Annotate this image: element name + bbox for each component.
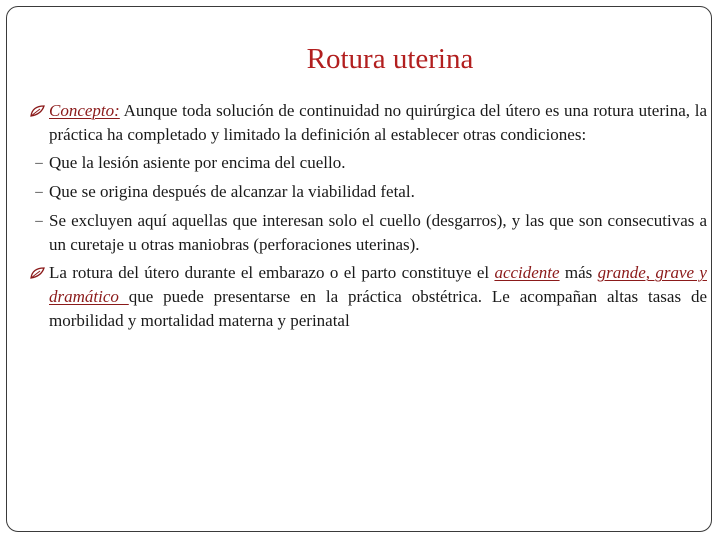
dash-icon: – xyxy=(35,155,43,171)
rotura-text-b: más xyxy=(559,263,598,282)
dash-item-text: Que se origina después de alcanzar la viabilidad fetal. xyxy=(49,182,415,201)
dash-item-text: Se excluyen aquí aquellas que interesan solo el cuello (desgarros), y las que son consecutivas a un curetaje u otras maniobras (perforaciones uterinas). xyxy=(49,211,707,254)
dash-item-excluyen xyxy=(27,209,707,257)
bullet-item-concepto xyxy=(27,99,707,147)
dash-item-text: Que la lesión asiente por encima del cuello. xyxy=(49,153,346,172)
dash-item-viabilidad xyxy=(27,180,707,204)
leaf-bullet-icon xyxy=(29,261,45,285)
dash-item-lesion xyxy=(27,151,707,175)
leaf-bullet-icon xyxy=(29,99,45,123)
concepto-label: Concepto: xyxy=(49,101,120,120)
dash-icon: – xyxy=(35,213,43,229)
dash-icon: – xyxy=(35,184,43,200)
slide-content xyxy=(27,99,707,333)
grave-emphasis: grande, grave y dramático xyxy=(49,263,707,306)
concepto-text: Aunque toda solución de continuidad no quirúrgica del útero es una rotura uterina, la práctica ha completado y limitado la definición al establecer otras condiciones: xyxy=(49,101,707,144)
accidente-emphasis: accidente xyxy=(494,263,560,282)
rotura-text-a: La rotura del útero durante el embarazo o el parto constituye el xyxy=(49,263,495,282)
slide xyxy=(6,6,712,532)
slide-title: Rotura uterina xyxy=(306,43,474,75)
rotura-text-c: que puede presentarse en la práctica obstétrica. Le acompañan altas tasas de morbilidad y mortalidad materna y perinatal xyxy=(49,287,707,330)
bullet-item-rotura xyxy=(27,261,707,333)
